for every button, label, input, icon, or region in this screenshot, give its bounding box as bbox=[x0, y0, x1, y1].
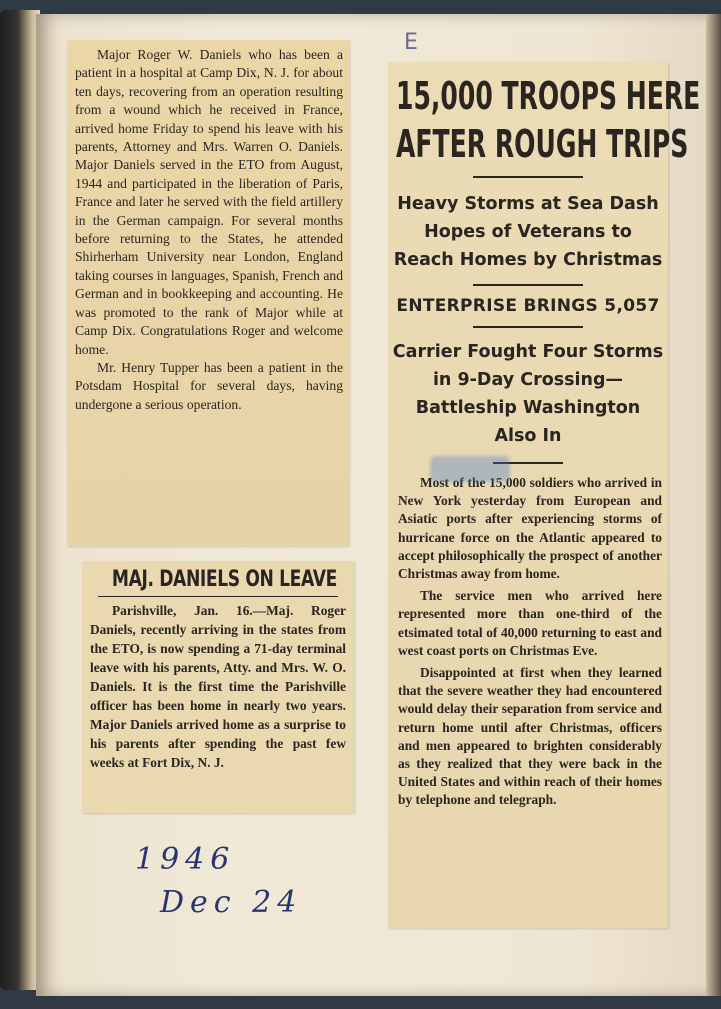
divider bbox=[473, 284, 583, 286]
divider bbox=[473, 326, 583, 328]
clipping-paragraph: Mr. Henry Tupper has been a patient in the Potsdam Hospital for several days, having undergone a serious operation. bbox=[75, 359, 343, 412]
clipping-paragraph: Disappointed at first when they learned that the severe weather they had encountered would delay their separation from service and return home until after Christmas, officers and men appeared to brighten considerably as they realized that they were back in the United States and within reach of their homes by telephone and telegraph. bbox=[398, 665, 662, 808]
deck-heading-2: ENTERPRISE BRINGS 5,057 bbox=[396, 296, 660, 316]
clipping-troops-here bbox=[388, 62, 701, 928]
clipping-daniels-hospital bbox=[67, 40, 349, 546]
clipping-paragraph: Most of the 15,000 soldiers who arrived in New York yesterday from European and Asiatic ports after experiencing storms of hurricane force on the Atlantic appeared to accept philosophically the prospect of another Christmas away from home. bbox=[398, 475, 662, 582]
clipping-daniels-on-leave bbox=[82, 561, 354, 813]
headline-line-1: 15,000 TROOPS HERE bbox=[396, 74, 701, 118]
page-edge bbox=[706, 14, 721, 996]
headline-line-2: AFTER ROUGH TRIPS bbox=[396, 122, 689, 166]
clipping-body bbox=[67, 40, 349, 414]
blue-ink-stamp bbox=[430, 456, 510, 482]
clipping-paragraph: The service men who arrived here represented more than one-third of the etsimated total of 40,000 returning to east and west coast ports on Christmas Eve. bbox=[398, 588, 662, 658]
clipping-headline: MAJ. DANIELS ON LEAVE bbox=[111, 567, 337, 592]
handwritten-year: 1946 bbox=[135, 842, 236, 877]
handwritten-date: Dec 24 bbox=[160, 885, 303, 920]
clipping-body bbox=[388, 474, 668, 810]
main-headline bbox=[396, 72, 701, 168]
clipping-paragraph: Major Roger W. Daniels who has been a patient in a hospital at Camp Dix, N. J. for about ten days, recovering from an operation resulting from a wound which he received in France, arrived home Friday to spend his leave with his parents, Attorney and Mrs. Warren O. Daniels. Major Daniels served in the ETO from August, 1944 and participated in the liberation of Paris, France and later he served with the field artillery in the German campaign. For several months before returning to the States, he attended Shirherham University near London, England taking courses in languages, Spanish, French and German and in bookkeeping and accounting. He was promoted to the rank of Major while at Camp Dix. Congratulations Roger and welcome home. bbox=[75, 47, 343, 357]
deck-heading-1: Heavy Storms at Sea Dash Hopes of Veterans to Reach Homes by Christmas bbox=[393, 194, 663, 270]
pencil-mark: E bbox=[404, 30, 418, 55]
book-spine bbox=[0, 10, 40, 990]
divider bbox=[473, 176, 583, 178]
divider bbox=[98, 596, 338, 597]
clipping-paragraph: Parishville, Jan. 16.—Maj. Roger Daniels, recently arriving in the states from the ETO, is now spending a 71-day terminal leave with his parents, Atty. and Mrs. W. O. Daniels. It is the first time the Parishville officer has been home in nearly two years. Major Daniels arrived home as a surprise to his parents after spending the past few weeks at Fort Dix, N. J. bbox=[90, 603, 346, 770]
deck-heading-3: Carrier Fought Four Storms in 9-Day Crossing—Battleship Washington Also In bbox=[392, 342, 664, 446]
